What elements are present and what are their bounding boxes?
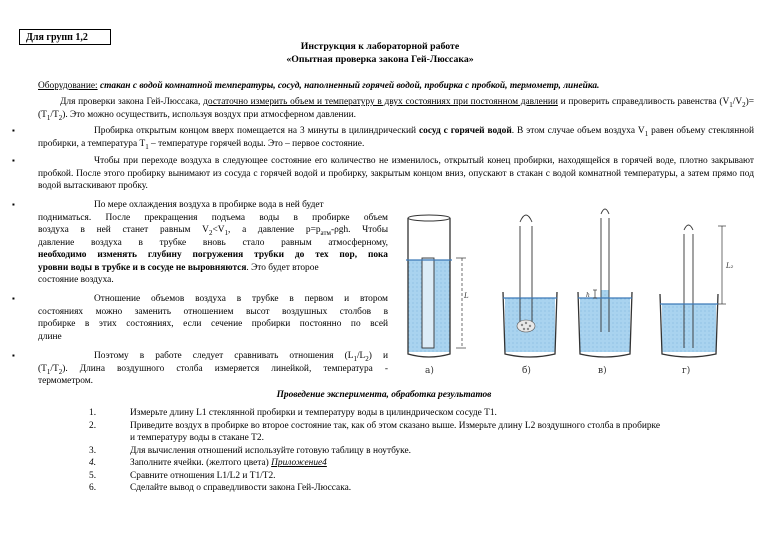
sub: 1 <box>46 367 51 376</box>
p4-line4: длине <box>38 331 62 342</box>
sub: 2 <box>208 228 213 237</box>
intro-text-a: Для проверки закона Гей-Люссака, <box>60 97 204 107</box>
step-text <box>130 457 755 470</box>
p5-l1c: ) и <box>368 351 389 361</box>
list-item <box>0 420 768 433</box>
figure-c-label: в) <box>598 366 607 376</box>
intro-text-underlined: достаточно измерить объем и температуру в двух состояниях при постоянном давлении <box>203 97 558 107</box>
p3-line5-bold: необходимо изменять глубину погружения трубки до тех пор, пока <box>38 250 388 260</box>
p3-line7: состояние воздуха. <box>38 275 114 285</box>
figure-d-label: г) <box>682 366 691 376</box>
p3-l3a: воздуха в ней станет равным V <box>38 225 209 235</box>
equipment-text: стакан с водой комнатной температуры, сосуд, наполненный горячей водой, пробирка с пробкой, термометр, линейка. <box>97 81 600 91</box>
list-item <box>0 470 768 483</box>
bullet-marker: ▪ <box>12 294 15 303</box>
p3-l3b: <V <box>212 225 225 235</box>
p5-l2b: /T <box>50 363 59 374</box>
sub: 2 <box>58 367 63 376</box>
sub: 1 <box>46 113 51 122</box>
intro-text-c5: ). Это можно осуществить, используя воздух при атмосферном давлении. <box>62 109 356 120</box>
p1-text-bold: сосуд с горячей водой <box>418 126 512 136</box>
group-label: Для групп 1,2 <box>26 32 88 43</box>
experiment-figure <box>400 198 755 380</box>
figure-c-beaker <box>578 209 632 357</box>
list-item <box>0 482 768 495</box>
sub: 1 <box>729 100 733 109</box>
appendix-link[interactable]: Приложение4 <box>271 458 327 468</box>
title-line2: «Опытная проверка закона Гей-Люссака» <box>286 54 474 65</box>
list-item <box>0 407 768 420</box>
step-number: 6. <box>89 483 97 493</box>
equipment-label: Оборудование: <box>38 81 98 91</box>
p5-l2c: ). Длина воздушного столба измеряется линейкой, температура - <box>62 363 388 374</box>
sub: 2 <box>365 354 369 363</box>
group-label-box <box>19 29 111 45</box>
step-text: Сделайте вывод о справедливости закона Гей-Люссака. <box>130 483 352 493</box>
step-text-main: Заполните ячейки. (желтого цвета) <box>130 458 272 468</box>
section-title: Проведение эксперимента, обработка результатов <box>276 390 492 400</box>
p4-line1: Отношение объемов воздуха в трубке в первом и втором <box>94 294 388 304</box>
step-number: 4. <box>89 458 97 468</box>
p1-text-a: Пробирка открытым концом вверх помещается на 3 минуты в цилиндрический <box>94 126 419 136</box>
p5-line2 <box>38 363 388 376</box>
list-item <box>0 445 768 458</box>
p5-l2a: (T <box>38 363 47 374</box>
p3-line3 <box>38 224 388 237</box>
sub: атм <box>320 228 331 237</box>
p3-l3c: , а давление p=p <box>228 225 321 235</box>
bullet-marker: ▪ <box>12 351 15 360</box>
intro-paragraph <box>38 96 754 121</box>
figure-b-beaker <box>503 215 557 357</box>
p5-l1a: Поэтому в работе следует сравнивать отношения (L <box>94 351 354 361</box>
p3-l6-bold: уровни воды в трубке и в сосуде не выровняются <box>38 262 247 273</box>
p5-line1 <box>38 350 388 363</box>
dim-l-label: L <box>464 292 469 300</box>
intro-text-c3: )=(T <box>38 97 755 120</box>
step-number: 1. <box>89 408 97 418</box>
step-number: 2. <box>89 420 97 431</box>
list-item <box>0 432 768 445</box>
p4-line3: пробирке в этих состояниях, если сечение пробирки постоянно по всей <box>38 319 388 329</box>
sub: 1 <box>644 129 649 138</box>
sub: 1 <box>224 228 229 237</box>
intro-text-c: и проверить справедливость равенства (V <box>557 97 730 107</box>
steps-list <box>0 407 768 495</box>
p3-line1: По мере охлаждения воздуха в пробирке вода в ней будет <box>94 200 324 210</box>
figure-b-label: б) <box>522 366 531 376</box>
bullet-marker: ▪ <box>12 156 15 165</box>
bullet-marker: ▪ <box>12 126 15 135</box>
dim-l2-label: L₂ <box>726 262 734 270</box>
p5-line3: термометром. <box>38 376 94 386</box>
step-number: 3. <box>89 445 97 456</box>
step-text: Для вычисления отношений используйте готовую таблицу в ноутбуке. <box>130 445 411 456</box>
p3-line4: давление воздуха в трубке вновь стало равным атмосферному, <box>38 237 388 248</box>
title-line1: Инструкция к лабораторной работе <box>300 41 460 52</box>
sub: 2 <box>742 100 746 109</box>
sub: 1 <box>353 354 357 363</box>
step-text: Приведите воздух в пробирке во второе состояние так, как об этом сказано выше. Измерьте длину L2 воздушного столба в пробирке <box>130 420 661 431</box>
figure-d-beaker <box>660 225 726 357</box>
figure-a-cylinder <box>406 215 466 357</box>
p5-l1b: /L <box>356 351 366 361</box>
list-item <box>0 457 768 470</box>
p3-line6 <box>38 262 388 275</box>
p3-l3d: -ρgh. Чтобы <box>330 225 389 235</box>
p3-l6b: . Это будет второе <box>246 262 319 273</box>
p1-text-c: . В этом случае объем воздуха V <box>511 126 645 136</box>
bullet-marker: ▪ <box>12 200 15 209</box>
sub: 1 <box>145 142 149 151</box>
intro-text-c2: /V <box>732 97 743 107</box>
paragraph-2: Чтобы при переходе воздуха в следующее состояние его количество не изменилось, открытый конец пробирки, находящейся в горячей воде, плотно закрывают пробкой. После этого пробирку вынимают из сосуда с горячей водой и пробирку, закрытым концом вниз, опускают в стакан с водой комнатной температуры, а затем прямо под водой вытаскивают пробку. <box>38 156 754 191</box>
p1-text-d: равен объему стеклянной пробирки, а температура T <box>38 126 754 149</box>
p4-line2: состояниях можно заменить отношением высот воздушных столбов в <box>38 306 388 317</box>
paragraph-5 <box>38 350 388 388</box>
step-number: 5. <box>89 470 97 481</box>
paragraph-4 <box>38 293 388 343</box>
paragraph-3 <box>38 199 388 287</box>
step-text: и температуру воды в стакане T2. <box>130 433 264 443</box>
equipment-line <box>38 80 754 93</box>
dim-h-label: h <box>586 292 590 299</box>
intro-text-c4: /T <box>50 109 59 120</box>
paragraph-1 <box>38 125 754 150</box>
step-text: Измерьте длину L1 стеклянной пробирки и температуру воды в цилиндрическом сосуде T1. <box>130 408 497 418</box>
p3-line2: подниматься. После прекращения подъема воды в пробирке объем <box>38 212 388 223</box>
step-text: Сравните отношения L1/L2 и T1/T2. <box>130 470 276 481</box>
sub: 2 <box>58 113 63 122</box>
figure-a-label: а) <box>425 366 434 376</box>
p1-text-e: – температуре горячей воды. Это – первое состояние. <box>148 138 365 149</box>
